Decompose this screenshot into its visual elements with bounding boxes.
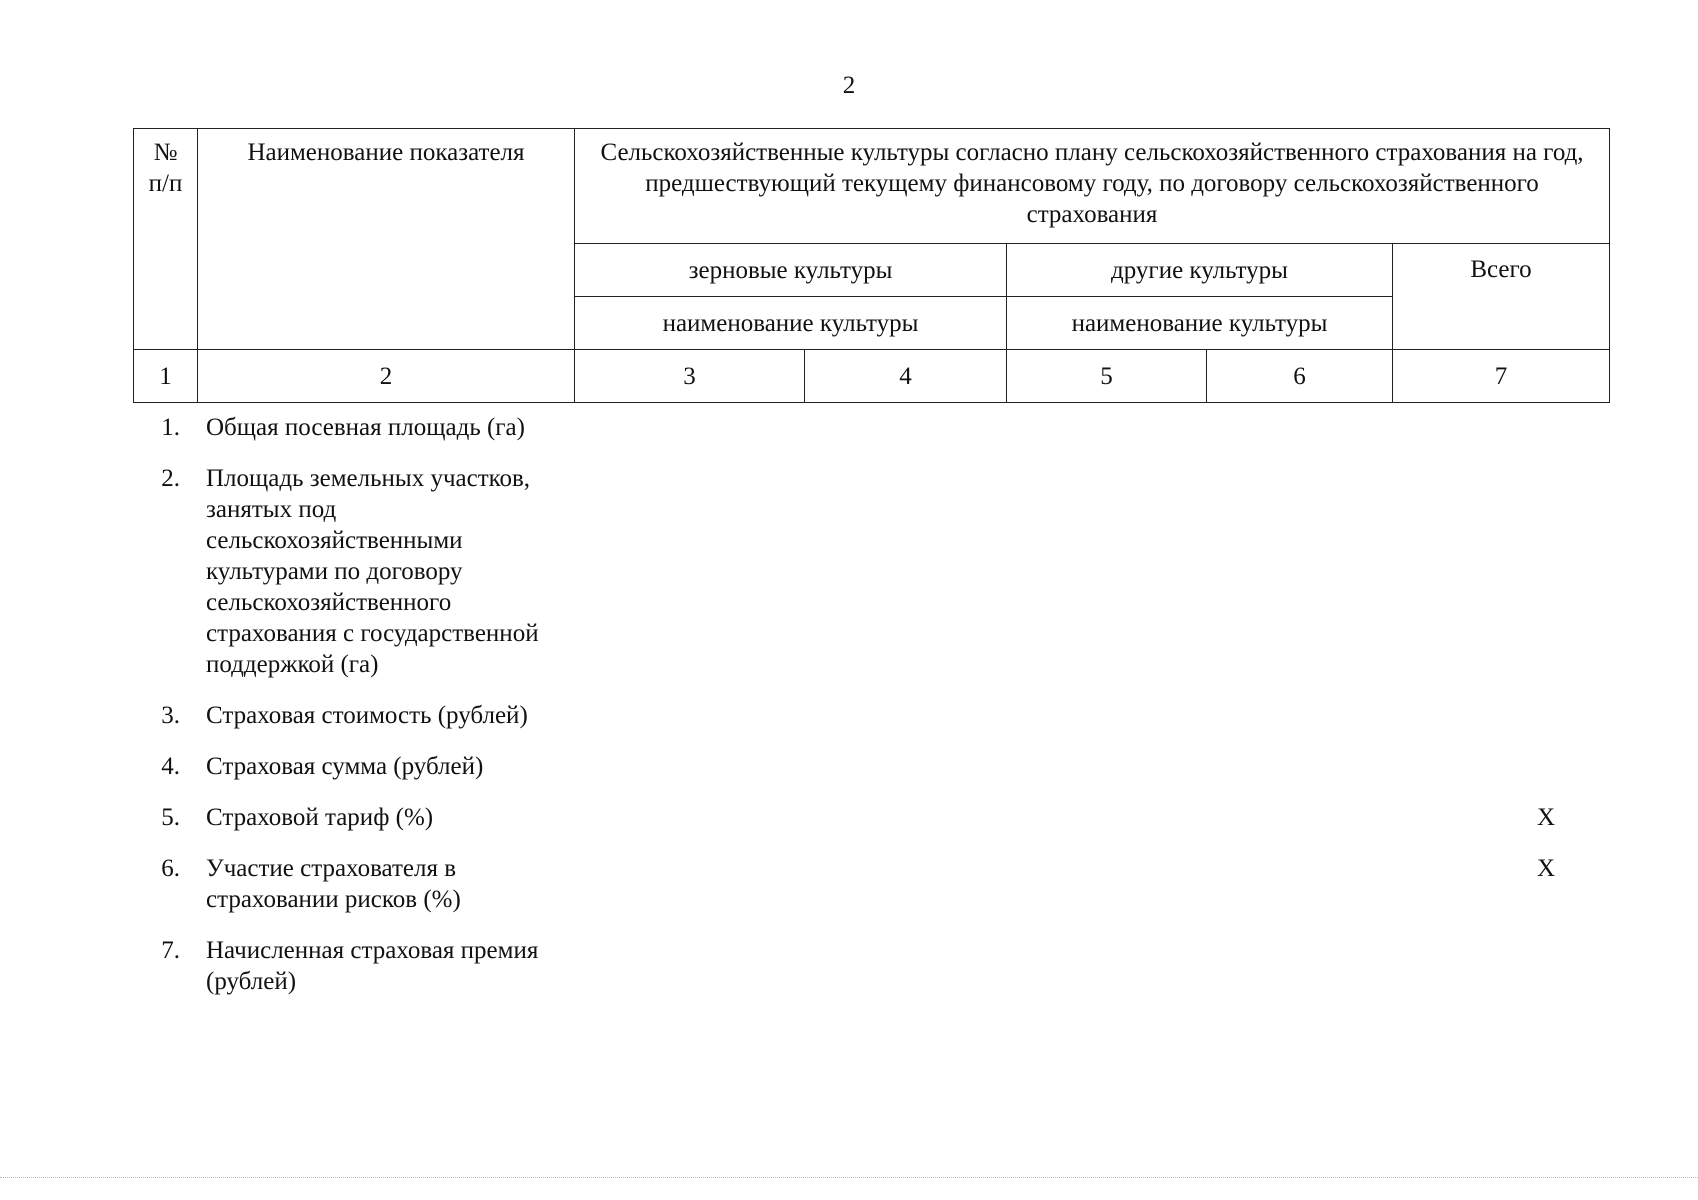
row-number: 1. (161, 414, 180, 441)
indicators-table-header (133, 128, 1610, 403)
indicator-row (133, 935, 1609, 997)
row-label: Площадь земельных участков, занятых под сельскохозяйственными культурами по договору сельскохозяйственного страхования с государственной поддержкой (га) (206, 465, 539, 678)
indicator-row (133, 802, 1609, 833)
header-cell-grain-crops: зерновые культуры (575, 244, 1007, 297)
indicator-row (133, 751, 1609, 782)
indicator-row (133, 412, 1609, 443)
row-label: Участие страхователя в страховании рисков (%) (206, 855, 461, 913)
row-number: 6. (161, 855, 180, 882)
column-number-6: 6 (1207, 350, 1393, 403)
row-total-value: X (1536, 855, 1556, 882)
row-number: 3. (161, 702, 180, 729)
column-number-7: 7 (1393, 350, 1610, 403)
header-cell-number: № п/п (134, 129, 198, 350)
row-number: 5. (161, 804, 180, 831)
header-cell-other-crops: другие культуры (1007, 244, 1393, 297)
row-total-value: X (1536, 804, 1556, 831)
scan-edge-noise (0, 1177, 1698, 1182)
row-label: Общая посевная площадь (га) (206, 414, 525, 441)
row-label: Страховой тариф (%) (206, 804, 434, 831)
page-number: 2 (842, 72, 856, 99)
row-number: 4. (161, 753, 180, 780)
indicator-row (133, 700, 1609, 731)
column-number-4: 4 (805, 350, 1007, 403)
indicator-row (133, 853, 1609, 915)
indicator-row (133, 463, 1609, 680)
header-cell-indicator-name: Наименование показателя (198, 129, 575, 350)
indicator-rows (133, 412, 1609, 1017)
column-number-3: 3 (575, 350, 805, 403)
row-number: 7. (161, 937, 180, 964)
header-cell-total: Всего (1393, 244, 1610, 350)
column-number-1: 1 (134, 350, 198, 403)
header-cell-other-crop-name: наименование культуры (1007, 297, 1393, 350)
row-label: Страховая сумма (рублей) (206, 753, 484, 780)
row-label: Начисленная страховая премия (рублей) (206, 937, 539, 995)
header-cell-crops-group: Сельскохозяйственные культуры согласно плану сельскохозяйственного страхования на год, предшествующий текущему финансовому году, по договору сельскохозяйственного страхования (575, 129, 1610, 244)
column-number-2: 2 (198, 350, 575, 403)
row-label: Страховая стоимость (рублей) (206, 702, 528, 729)
column-number-5: 5 (1007, 350, 1207, 403)
header-cell-grain-crop-name: наименование культуры (575, 297, 1007, 350)
row-number: 2. (161, 465, 180, 492)
